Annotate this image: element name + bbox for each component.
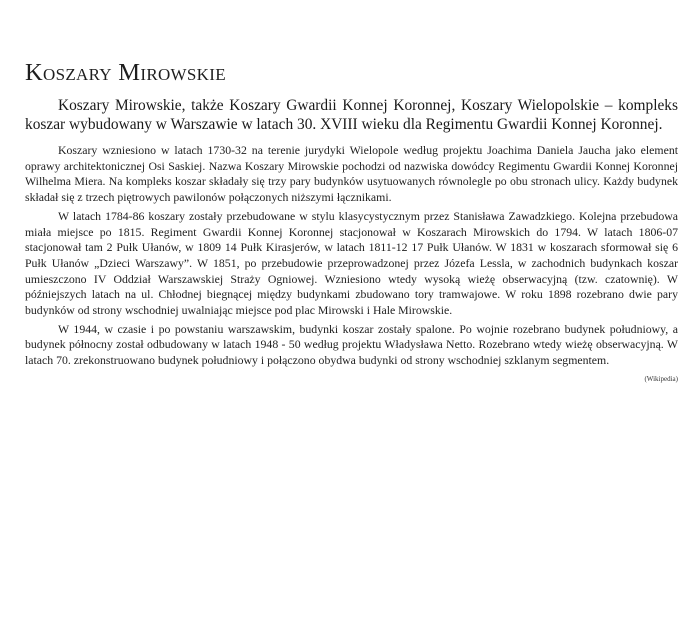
article-lead: Koszary Mirowskie, także Koszary Gwardii Konnej Koronnej, Koszary Wielopolskie – kompleks koszar wybudowany w Warszawie w latach 30. XVIII wieku dla Regimentu Gwardii Konnej Koronnej. [25,97,678,133]
article-paragraph-3: W 1944, w czasie i po powstaniu warszawskim, budynki koszar zostały spalone. Po wojnie rozebrano budynek południowy, a budynek północny został odbudowany w latach 1948 - 50 według projektu Władysława Netto. Rozebrano wtedy wieżę obserwacyjną. W latach 70. zrekonstruowano budynek południowy i połączono obydwa budynki od strony wschodniej szklanym segmentem. [25,321,678,368]
article-body [25,143,678,369]
article-paragraph-1: Koszary wzniesiono w latach 1730-32 na terenie jurydyki Wielopole według projektu Joachima Daniela Jaucha jako element oprawy architektonicznej Osi Saskiej. Nazwa Koszary Mirowskie pochodzi od nazwiska dowódcy Regimentu Gwardii Konnej Koronnej Wilhelma Miera. Na kompleks koszar składały się trzy pary budynków usytuowanych równolegle po obu stronach ulicy. Każdy budynek składał się z trzech piętrowych pawilonów połączonych niższymi łącznikami. [25,143,678,205]
article-paragraph-2: W latach 1784-86 koszary zostały przebudowane w stylu klasycystycznym przez Stanisława Zawadzkiego. Kolejna przebudowa miała miejsce po 1815. Regiment Gwardii Konnej Koronnej stacjonował w Koszarach Mirowskich do 1794. W latach 1806-07 stacjonował tam 2 Pułk Ułanów, w 1809 14 Pułk Kirasjerów, w latach 1811-12 17 Pułk Ułanów. W 1831 w koszarach sformował się 6 Pułk Ułanów „Dzieci Warszawy”. W 1851, po przebudowie przeprowadzonej przez Józefa Lessla, w zachodnich budynkach koszar umieszczono IV Oddział Warszawskiej Straży Ogniowej. Wzniesiono wtedy wysoką wieżę obserwacyjną (tzw. czatownię). W późniejszych latach na ul. Chłodnej biegnącej między budynkami zbudowano tory tramwajowe. W roku 1898 rozebrano dwie pary budynków od strony wschodniej uwalniając miejsce pod plac Mirowski i Hale Mirowskie. [25,208,678,318]
article [25,58,678,384]
article-title: Koszary Mirowskie [25,59,226,86]
source-attribution: (Wikipedia) [644,374,678,383]
